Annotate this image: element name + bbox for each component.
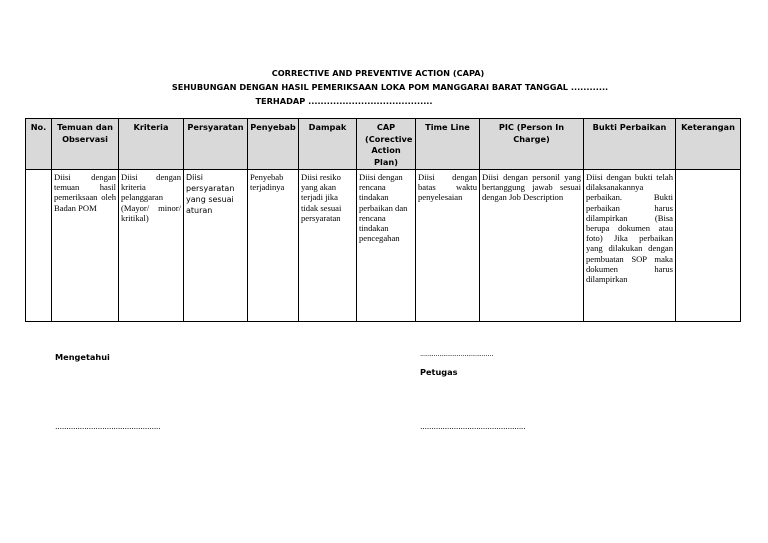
capa-table (25, 118, 741, 322)
document-title-block (0, 66, 768, 108)
table-row (26, 170, 741, 322)
header-no: No. (26, 119, 52, 170)
header-penyebab: Penyebab (248, 119, 299, 170)
cell-penyebab[interactable]: Penyebab terjadinya (248, 170, 299, 322)
mengetahui-signature-line[interactable]: ............................................... (55, 422, 161, 431)
header-keterangan: Keterangan (676, 119, 741, 170)
header-pic: PIC (Person In Charge) (480, 119, 584, 170)
title-terhadap: TERHADAP ........................................ (255, 96, 433, 106)
header-bukti-perbaikan: Bukti Perbaikan (584, 119, 676, 170)
cell-no[interactable] (26, 170, 52, 322)
header-kriteria: Kriteria (119, 119, 184, 170)
header-temuan: Temuan dan Observasi (52, 119, 119, 170)
cell-temuan[interactable]: Diisi dengan temuan hasil pemeriksaan oleh Badan POM (52, 170, 119, 322)
header-cap: CAP (Corective Action Plan) (357, 119, 416, 170)
cell-bukti-perbaikan[interactable]: Diisi dengan bukti telah dilaksanakannya perbaikan. Bukti perbaikan harus dilampirkan (Bisa berupa dokumen atau foto) Jika perbaikan yang dilakukan dengan pembuatan SOP maka dokumen harus dilampirkan (584, 170, 676, 322)
cell-keterangan[interactable] (676, 170, 741, 322)
petugas-label: Petugas (420, 367, 458, 377)
title-capa: CORRECTIVE AND PREVENTIVE ACTION (CAPA) (271, 68, 485, 78)
table-header-row (26, 119, 741, 170)
cell-dampak[interactable]: Diisi resiko yang akan terjadi jika tidak sesuai persyaratan (299, 170, 357, 322)
date-line[interactable]: ...................................... (420, 350, 494, 358)
header-dampak: Dampak (299, 119, 357, 170)
cell-cap[interactable]: Diisi dengan rencana tindakan perbaikan dan rencana tindakan pencegahan (357, 170, 416, 322)
title-subject: SEHUBUNGAN DENGAN HASIL PEMERIKSAAN LOKA POM MANGGARAI BARAT TANGGAL ............ (171, 82, 609, 92)
header-time-line: Time Line (416, 119, 480, 170)
cell-persyaratan[interactable]: Diisi persyaratan yang sesuai aturan (184, 170, 248, 322)
petugas-signature-line[interactable]: ............................................... (420, 422, 526, 431)
mengetahui-label: Mengetahui (55, 352, 110, 362)
cell-time-line[interactable]: Diisi dengan batas waktu penyelesaian (416, 170, 480, 322)
header-persyaratan: Persyaratan (184, 119, 248, 170)
cell-pic[interactable]: Diisi dengan personil yang bertanggung jawab sesuai dengan Job Description (480, 170, 584, 322)
cell-kriteria[interactable]: Diisi dengan kriteria pelanggaran (Mayor/ minor/ kritikal) (119, 170, 184, 322)
